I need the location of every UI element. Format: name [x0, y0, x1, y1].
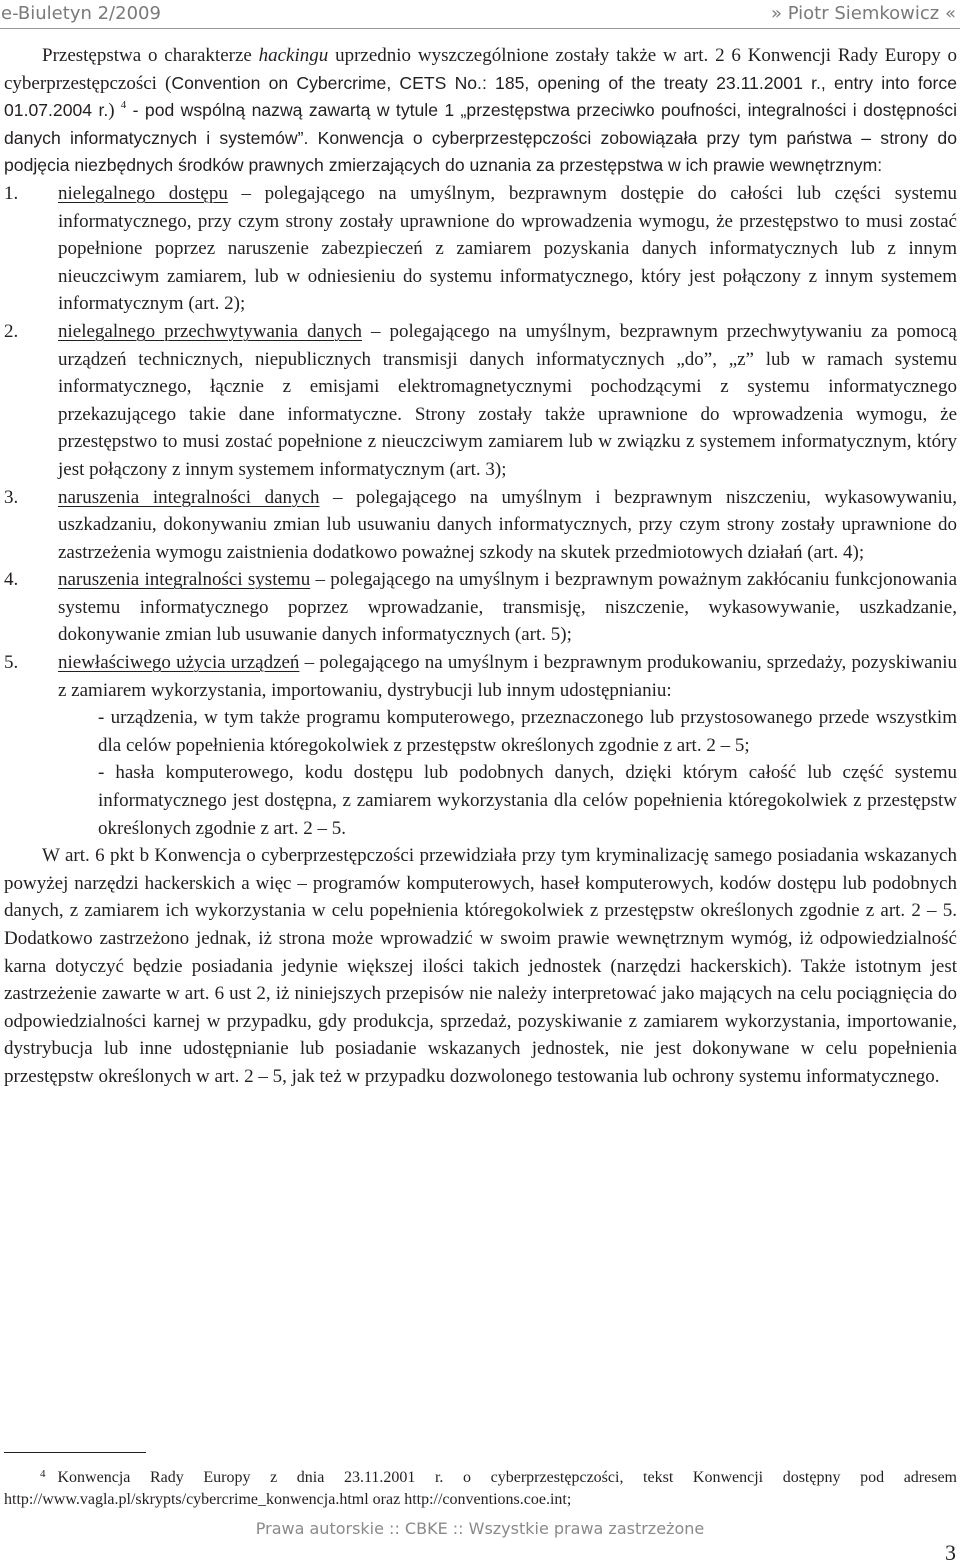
author-name: » Piotr Siemkowicz «	[770, 3, 956, 24]
page-number: 3	[945, 1540, 956, 1565]
header-rule	[0, 28, 960, 29]
footnote	[4, 1463, 957, 1511]
item-text: – polegającego na umyślnym i bezprawnym produkowaniu, sprzedaży, pozyskiwaniu z zamiarem wykorzystania, importowaniu, dystrybucji lub innym udostępnianiu:	[58, 652, 957, 701]
convention-details: Convention on Cybercrime, CETS No.: 185, opening of the treaty 23.11.2001 r., entry into force 01.07.2004 r.	[4, 72, 957, 121]
offence-list	[4, 180, 957, 842]
footnote-text: Konwencja Rady Europy z dnia 23.11.2001 r. o cyberprzestępczości, tekst Konwencji dostępny pod adresem http://www.vagla.pl/skrypts/cybercrime_konwencja.html oraz http://conventions.coe.int;	[4, 1469, 957, 1508]
item-text: – polegającego na umyślnym i bezprawnym poważnym zakłócaniu funkcjonowania systemu informatycznego poprzez wprowadzanie, transmisję, niszczenie, wykasowywanie, uszkadzanie, dokonywanie zmian lub usuwanie danych informatycznych (art. 5);	[58, 569, 957, 646]
device-subitem: - urządzenia, w tym także programu komputerowego, przeznaczonego lub przystosowanego przede wszystkim dla celów popełnienia któregokolwiek z przestępstw określonych zgodnie z art. 2 – 5;	[98, 707, 957, 756]
item-text: – polegającego na umyślnym, bezprawnym przechwytywaniu za pomocą urządzeń technicznych, niepublicznych transmisji danych informatycznych „do”, „z” lub w ramach systemu informatycznego, łącznie z emisjami elektromagnetycznymi pochodzącymi z systemu informatycznego przekazującego takie dane informatyczne. Strony zostały także uprawnione do wprowadzenia wymogu, że przestępstwo to musi zostać popełnione z nieuczciwym zamiarem lub w związku z systemem informatycznym, który jest połączony z innym systemem informatycznym (art. 3);	[58, 320, 957, 480]
item-term: nielegalnego dostępu	[58, 182, 228, 204]
intro-text-b: uprzednio wyszczególnione zostały także w art. 2 6 Konwencji Rady Europy o cyberprzestępczości (	[4, 45, 957, 94]
item-term: niewłaściwego użycia urządzeń	[58, 652, 300, 674]
footnote-number: 4	[40, 1468, 46, 1480]
item-text: – polegającego na umyślnym i bezprawnym niszczeniu, wykasowywaniu, uszkadzaniu, dokonywaniu zmian lub usuwaniu danych informatycznych, przy czym strony zostały uprawnione do zastrzeżenia wymogu zaistnienia dodatkowo poważnej szkody na skutek przedmiotowych działań (art. 4);	[58, 486, 957, 563]
item-number: 3.	[4, 486, 19, 508]
intro-text-a: Przestępstwa o charakterze	[42, 45, 259, 66]
intro-text-c: )	[108, 100, 115, 122]
item-term: naruszenia integralności danych	[58, 486, 320, 508]
device-sublist	[58, 704, 957, 842]
item-text: – polegającego na umyślnym, bezprawnym dostępie do całości lub części systemu informatycznego, przy czym strony zostały uprawnione do wprowadzenia wymogu, że przestępstwo to musi zostać popełnione poprzez naruszenie zabezpieczeń z zamiarem pozyskania danych informatycznych lub z innym nieuczciwym zamiarem, lub w odniesieniu do systemu informatycznego, który jest połączony z innym systemem informatycznym (art. 2);	[58, 182, 957, 315]
article-body	[4, 42, 957, 1091]
publication-title: e-Biuletyn 2/2009	[1, 3, 161, 24]
item-number: 4.	[4, 569, 19, 591]
device-subitem: - hasła komputerowego, kodu dostępu lub podobnych danych, dzięki którym całość lub część systemu informatycznego jest dostępna, z zamiarem wykorzystania dla celów popełnienia któregokolwiek z przestępstw określonych zgodnie z art. 2 – 5.	[98, 762, 957, 839]
item-number: 5.	[4, 652, 19, 674]
item-number: 1.	[4, 182, 19, 204]
offence-item	[4, 484, 957, 567]
copyright-footer: Prawa autorskie :: CBKE :: Wszystkie prawa zastrzeżone	[255, 1519, 705, 1538]
intro-text-d: - pod wspólną nazwą zawartą w tytule 1 „przestępstwa przeciwko poufności, integralności i dostępności danych informatycznych i systemów”. Konwencja o cyberprzestępczości zobowiązała przy tym państwa – strony do podjęcia niezbędnych środków prawnych zmierzających do uznania za przestępstwa w ich prawie wewnętrznym:	[4, 100, 957, 176]
offence-item	[4, 566, 957, 649]
item-number: 2.	[4, 320, 19, 342]
footnote-rule	[4, 1452, 146, 1453]
footnote-ref[interactable]: 4	[120, 99, 127, 112]
closing-paragraph: W art. 6 pkt b Konwencja o cyberprzestępczości przewidziała przy tym kryminalizację samego posiadania wskazanych powyżej narzędzi hackerskich a więc – programów komputerowych, haseł komputerowych, kodów dostępu lub podobnych danych, z zamiarem ich wykorzystania w celu popełnienia któregokolwiek z przestępstw określonych zgodnie z art. 2 – 5. Dodatkowo zastrzeżono jednak, iż strona może wprowadzić w swoim prawie wewnętrznym wymóg, iż odpowiedzialność karna dotyczyć będzie posiadania jedynie większej ilości takich jednostek (narzędzi hackerskich). Także istotnym jest zastrzeżenie zawarte w art. 6 ust 2, iż niniejszych przepisów nie należy interpretować jako mających na celu pociągnięcia do odpowiedzialności karnej w przypadku, gdy produkcja, sprzedaż, pozyskiwanie z zamiarem wykorzystania, importowanie, dystrybucja lub inne udostępnianie lub posiadanie wskazanych jednostek, nie jest dokonywane w celu popełnienia przestępstw określonych w art. 2 – 5, jak też w przypadku dozwolonego testowania lub ochrony systemu informatycznego.	[4, 845, 957, 1087]
offence-item	[4, 318, 957, 484]
item-term: nielegalnego przechwytywania danych	[58, 320, 362, 342]
offence-item	[4, 649, 957, 842]
intro-paragraph	[4, 42, 957, 180]
item-term: naruszenia integralności systemu	[58, 569, 311, 591]
page-header	[0, 0, 960, 29]
offence-item	[4, 180, 957, 318]
intro-italic-term: hackingu	[258, 45, 329, 66]
